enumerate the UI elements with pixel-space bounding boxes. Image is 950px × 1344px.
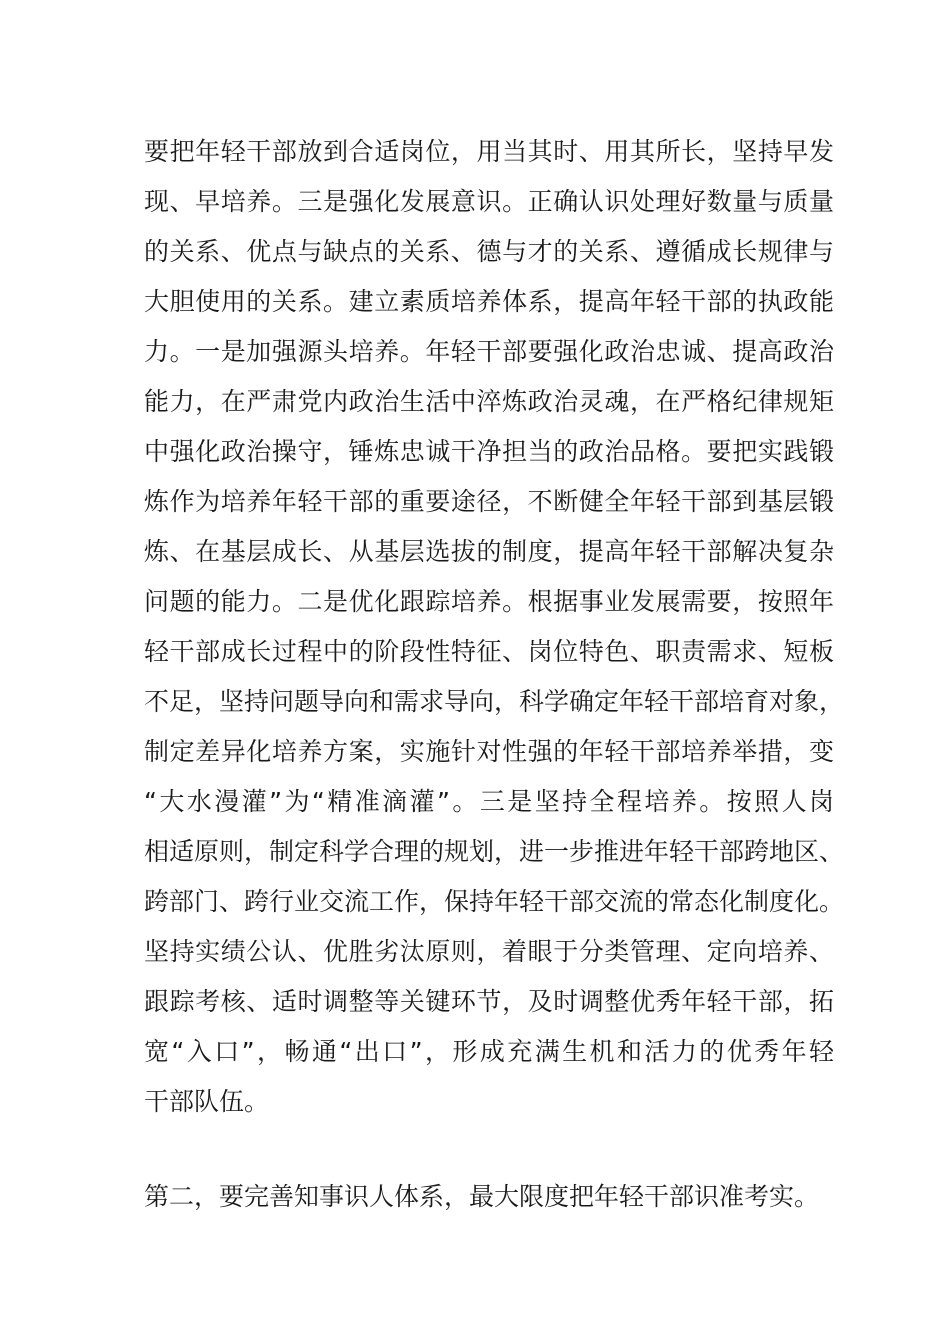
paragraph-line: 炼作为培养年轻干部的重要途径，不断健全年轻干部到基层锻 <box>144 487 834 516</box>
paragraph-line: 坚持实绩公认、优胜劣汰原则，着眼于分类管理、定向培养、 <box>144 937 834 966</box>
paragraph-line: 跟踪考核、适时调整等关键环节，及时调整优秀年轻干部，拓 <box>144 987 834 1016</box>
paragraph-line: 不足，坚持问题导向和需求导向，科学确定年轻干部培育对象， <box>144 687 845 716</box>
paragraph-line: “大水漫灌”为“精准滴灌”。三是坚持全程培养。按照人岗 <box>144 787 834 816</box>
paragraph-line: 跨部门、跨行业交流工作，保持年轻干部交流的常态化制度化。 <box>144 887 845 916</box>
paragraph-line: 问题的能力。二是优化跟踪培养。根据事业发展需要，按照年 <box>144 587 834 616</box>
paragraph-line: 相适原则，制定科学合理的规划，进一步推进年轻干部跨地区、 <box>144 837 845 866</box>
paragraph-line: 现、早培养。三是强化发展意识。正确认识处理好数量与质量 <box>144 187 834 216</box>
paragraph-line: 中强化政治操守，锤炼忠诚干净担当的政治品格。要把实践锻 <box>144 437 834 466</box>
paragraph-line: 宽“入口”，畅通“出口”，形成充满生机和活力的优秀年轻 <box>144 1037 834 1066</box>
paragraph-line: 要把年轻干部放到合适岗位，用当其时、用其所长，坚持早发 <box>144 137 834 166</box>
paragraph-line: 制定差异化培养方案，实施针对性强的年轻干部培养举措，变 <box>144 737 834 766</box>
paragraph-line: 干部队伍。 <box>144 1087 270 1116</box>
paragraph-1 <box>144 127 845 1127</box>
paragraph-line: 能力，在严肃党内政治生活中淬炼政治灵魂，在严格纪律规矩 <box>144 387 834 416</box>
paragraph-line: 力。一是加强源头培养。年轻干部要强化政治忠诚、提高政治 <box>144 337 834 366</box>
paragraph-2-heading: 第二，要完善知事识人体系，最大限度把年轻干部识准考实。 <box>144 1182 820 1211</box>
paragraph-line: 的关系、优点与缺点的关系、德与才的关系、遵循成长规律与 <box>144 237 834 266</box>
paragraph-line: 炼、在基层成长、从基层选拔的制度，提高年轻干部解决复杂 <box>144 537 834 566</box>
paragraph-line: 轻干部成长过程中的阶段性特征、岗位特色、职责需求、短板 <box>144 637 834 666</box>
paragraph-line: 大胆使用的关系。建立素质培养体系，提高年轻干部的执政能 <box>144 287 834 316</box>
